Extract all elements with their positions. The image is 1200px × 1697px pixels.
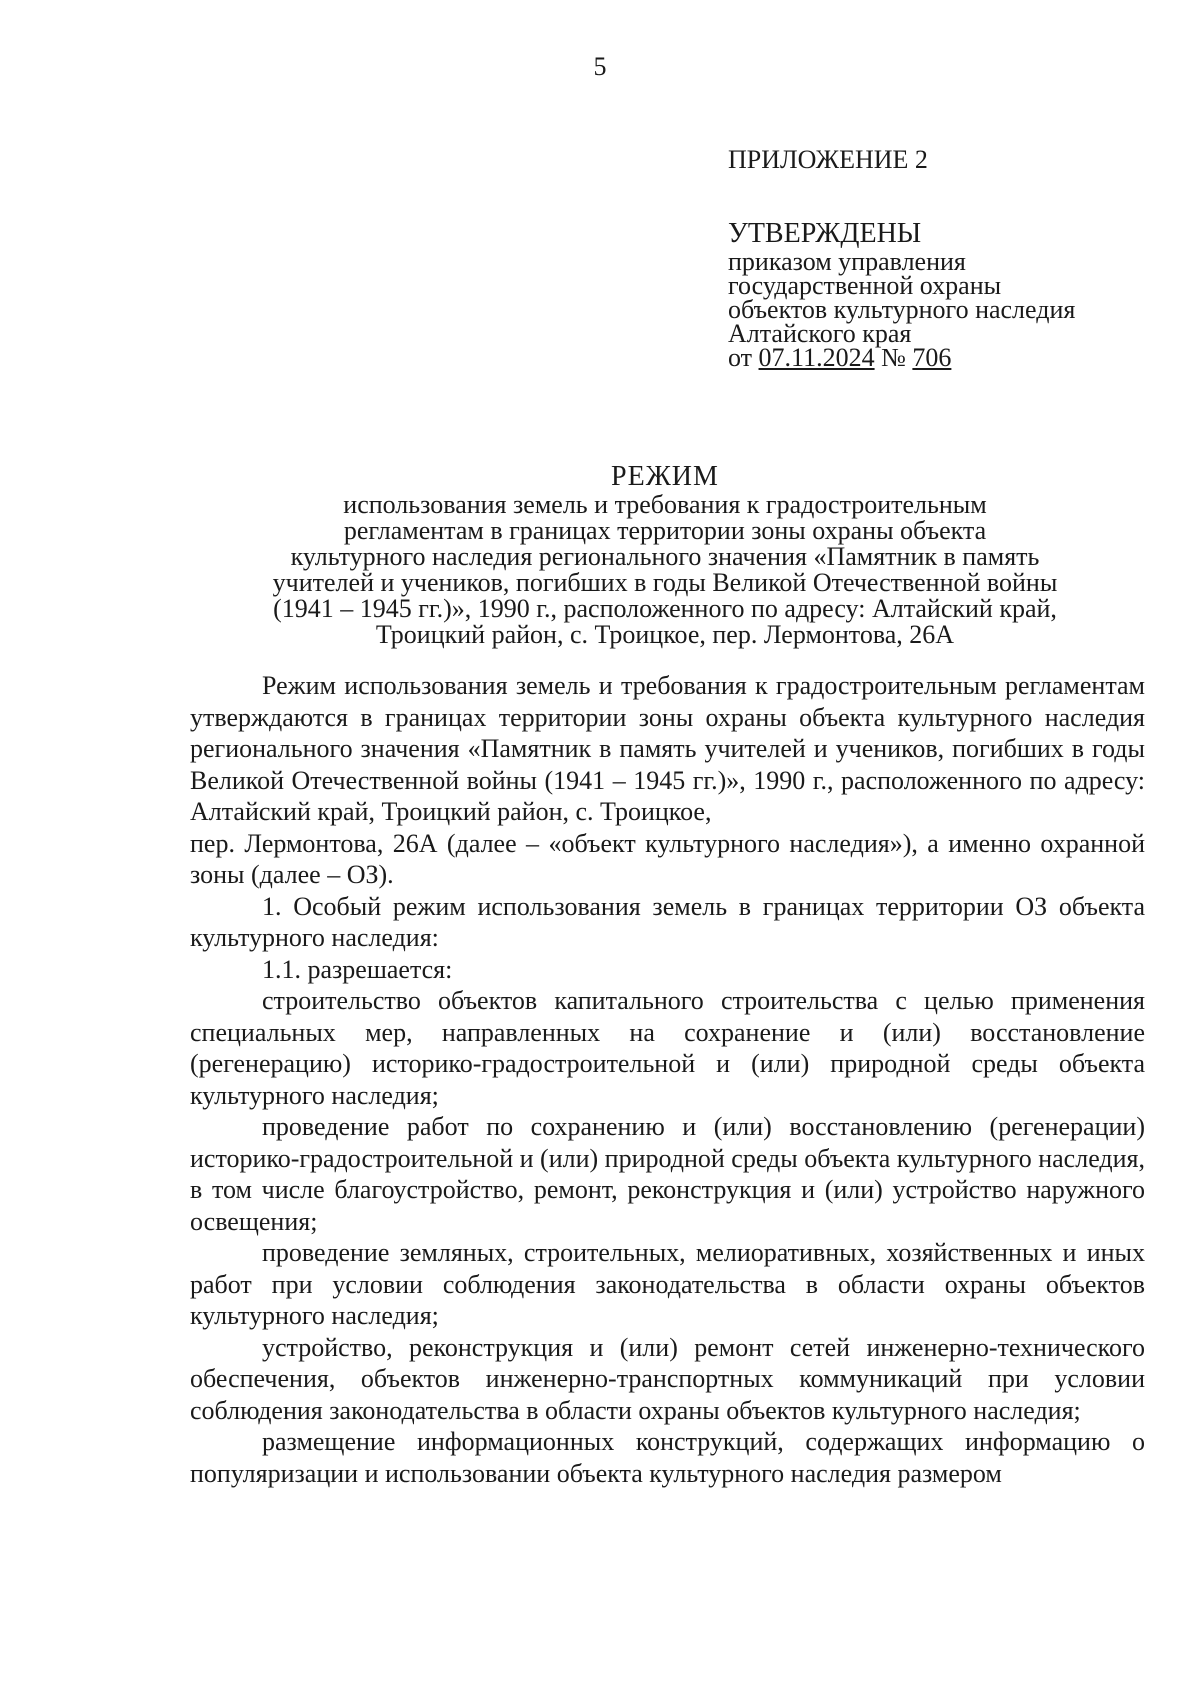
- document-title: [200, 462, 1130, 648]
- title-line-5: (1941 – 1945 гг.)», 1990 г., расположенного по адресу: Алтайский край,: [273, 594, 1057, 623]
- approval-line-4: Алтайского края: [728, 318, 912, 348]
- list-item: проведение земляных, строительных, мелиоративных, хозяйственных и иных работ при условии соблюдения законодательства в области охраны объектов культурного наследия;: [190, 1238, 1145, 1330]
- title-heading: РЕЖИМ: [611, 461, 719, 492]
- appendix-label: ПРИЛОЖЕНИЕ 2: [728, 145, 928, 174]
- document-body: [190, 670, 1145, 1489]
- title-line-1: использования земель и требования к градостроительным: [343, 490, 987, 519]
- title-line-3: культурного наследия регионального значения «Памятник в память: [290, 542, 1040, 571]
- list-item: проведение работ по сохранению и (или) восстановлению (регенерации) историко-градостроительной и (или) природной среды объекта культурного наследия, в том числе благоустройство, ремонт, реконструкция и (или) устройство наружного освещения;: [190, 1112, 1145, 1236]
- approval-date: 07.11.2024: [758, 342, 875, 372]
- approval-line-3: объектов культурного наследия: [728, 294, 1076, 324]
- approval-date-line: [728, 342, 1168, 372]
- page-number: 5: [593, 52, 607, 81]
- list-item: устройство, реконструкция и (или) ремонт сетей инженерно-технического обеспечения, объектов инженерно-транспортных коммуникаций при условии соблюдения законодательства в области охраны объектов культурного наследия;: [190, 1332, 1145, 1425]
- section-1-paragraph: 1. Особый режим использования земель в границах территории ОЗ объекта культурного наследия:: [190, 891, 1145, 952]
- approval-line-1: приказом управления: [728, 246, 966, 276]
- title-line-4: учителей и учеников, погибших в годы Великой Отечественной войны: [272, 568, 1058, 597]
- section-1-1-paragraph: 1.1. разрешается:: [262, 954, 453, 984]
- approval-line-2: государственной охраны: [728, 270, 1002, 300]
- intro-continuation: пер. Лермонтова, 26А (далее – «объект культурного наследия»), а именно охранной зоны (далее – ОЗ).: [190, 828, 1145, 889]
- number-sign: №: [881, 342, 906, 372]
- title-line-2: регламентам в границах территории зоны охраны объекта: [343, 516, 987, 545]
- approved-label: УТВЕРЖДЕНЫ: [728, 218, 922, 250]
- list-item: размещение информационных конструкций, содержащих информацию о популяризации и использовании объекта культурного наследия размером: [190, 1427, 1145, 1488]
- approval-number: 706: [912, 342, 952, 372]
- approval-block: [728, 144, 1168, 370]
- title-line-6: Троицкий район, с. Троицкое, пер. Лермонтова, 26А: [375, 620, 955, 649]
- intro-paragraph: Режим использования земель и требования к градостроительным регламентам утверждаются в границах территории зоны охраны объекта культурного наследия регионального значения «Памятник в память учителей и учеников, погибших в годы Великой Отечественной войны (1941 – 1945 гг.)», 1990 г., расположенного по адресу: Алтайский край, Троицкий район, с. Троицкое,: [190, 671, 1145, 826]
- date-prefix: от: [728, 342, 753, 372]
- list-item: строительство объектов капитального строительства с целью применения специальных мер, направленных на сохранение и (или) восстановление (регенерацию) историко-градостроительной и (или) природной среды объекта культурного наследия;: [190, 986, 1145, 1110]
